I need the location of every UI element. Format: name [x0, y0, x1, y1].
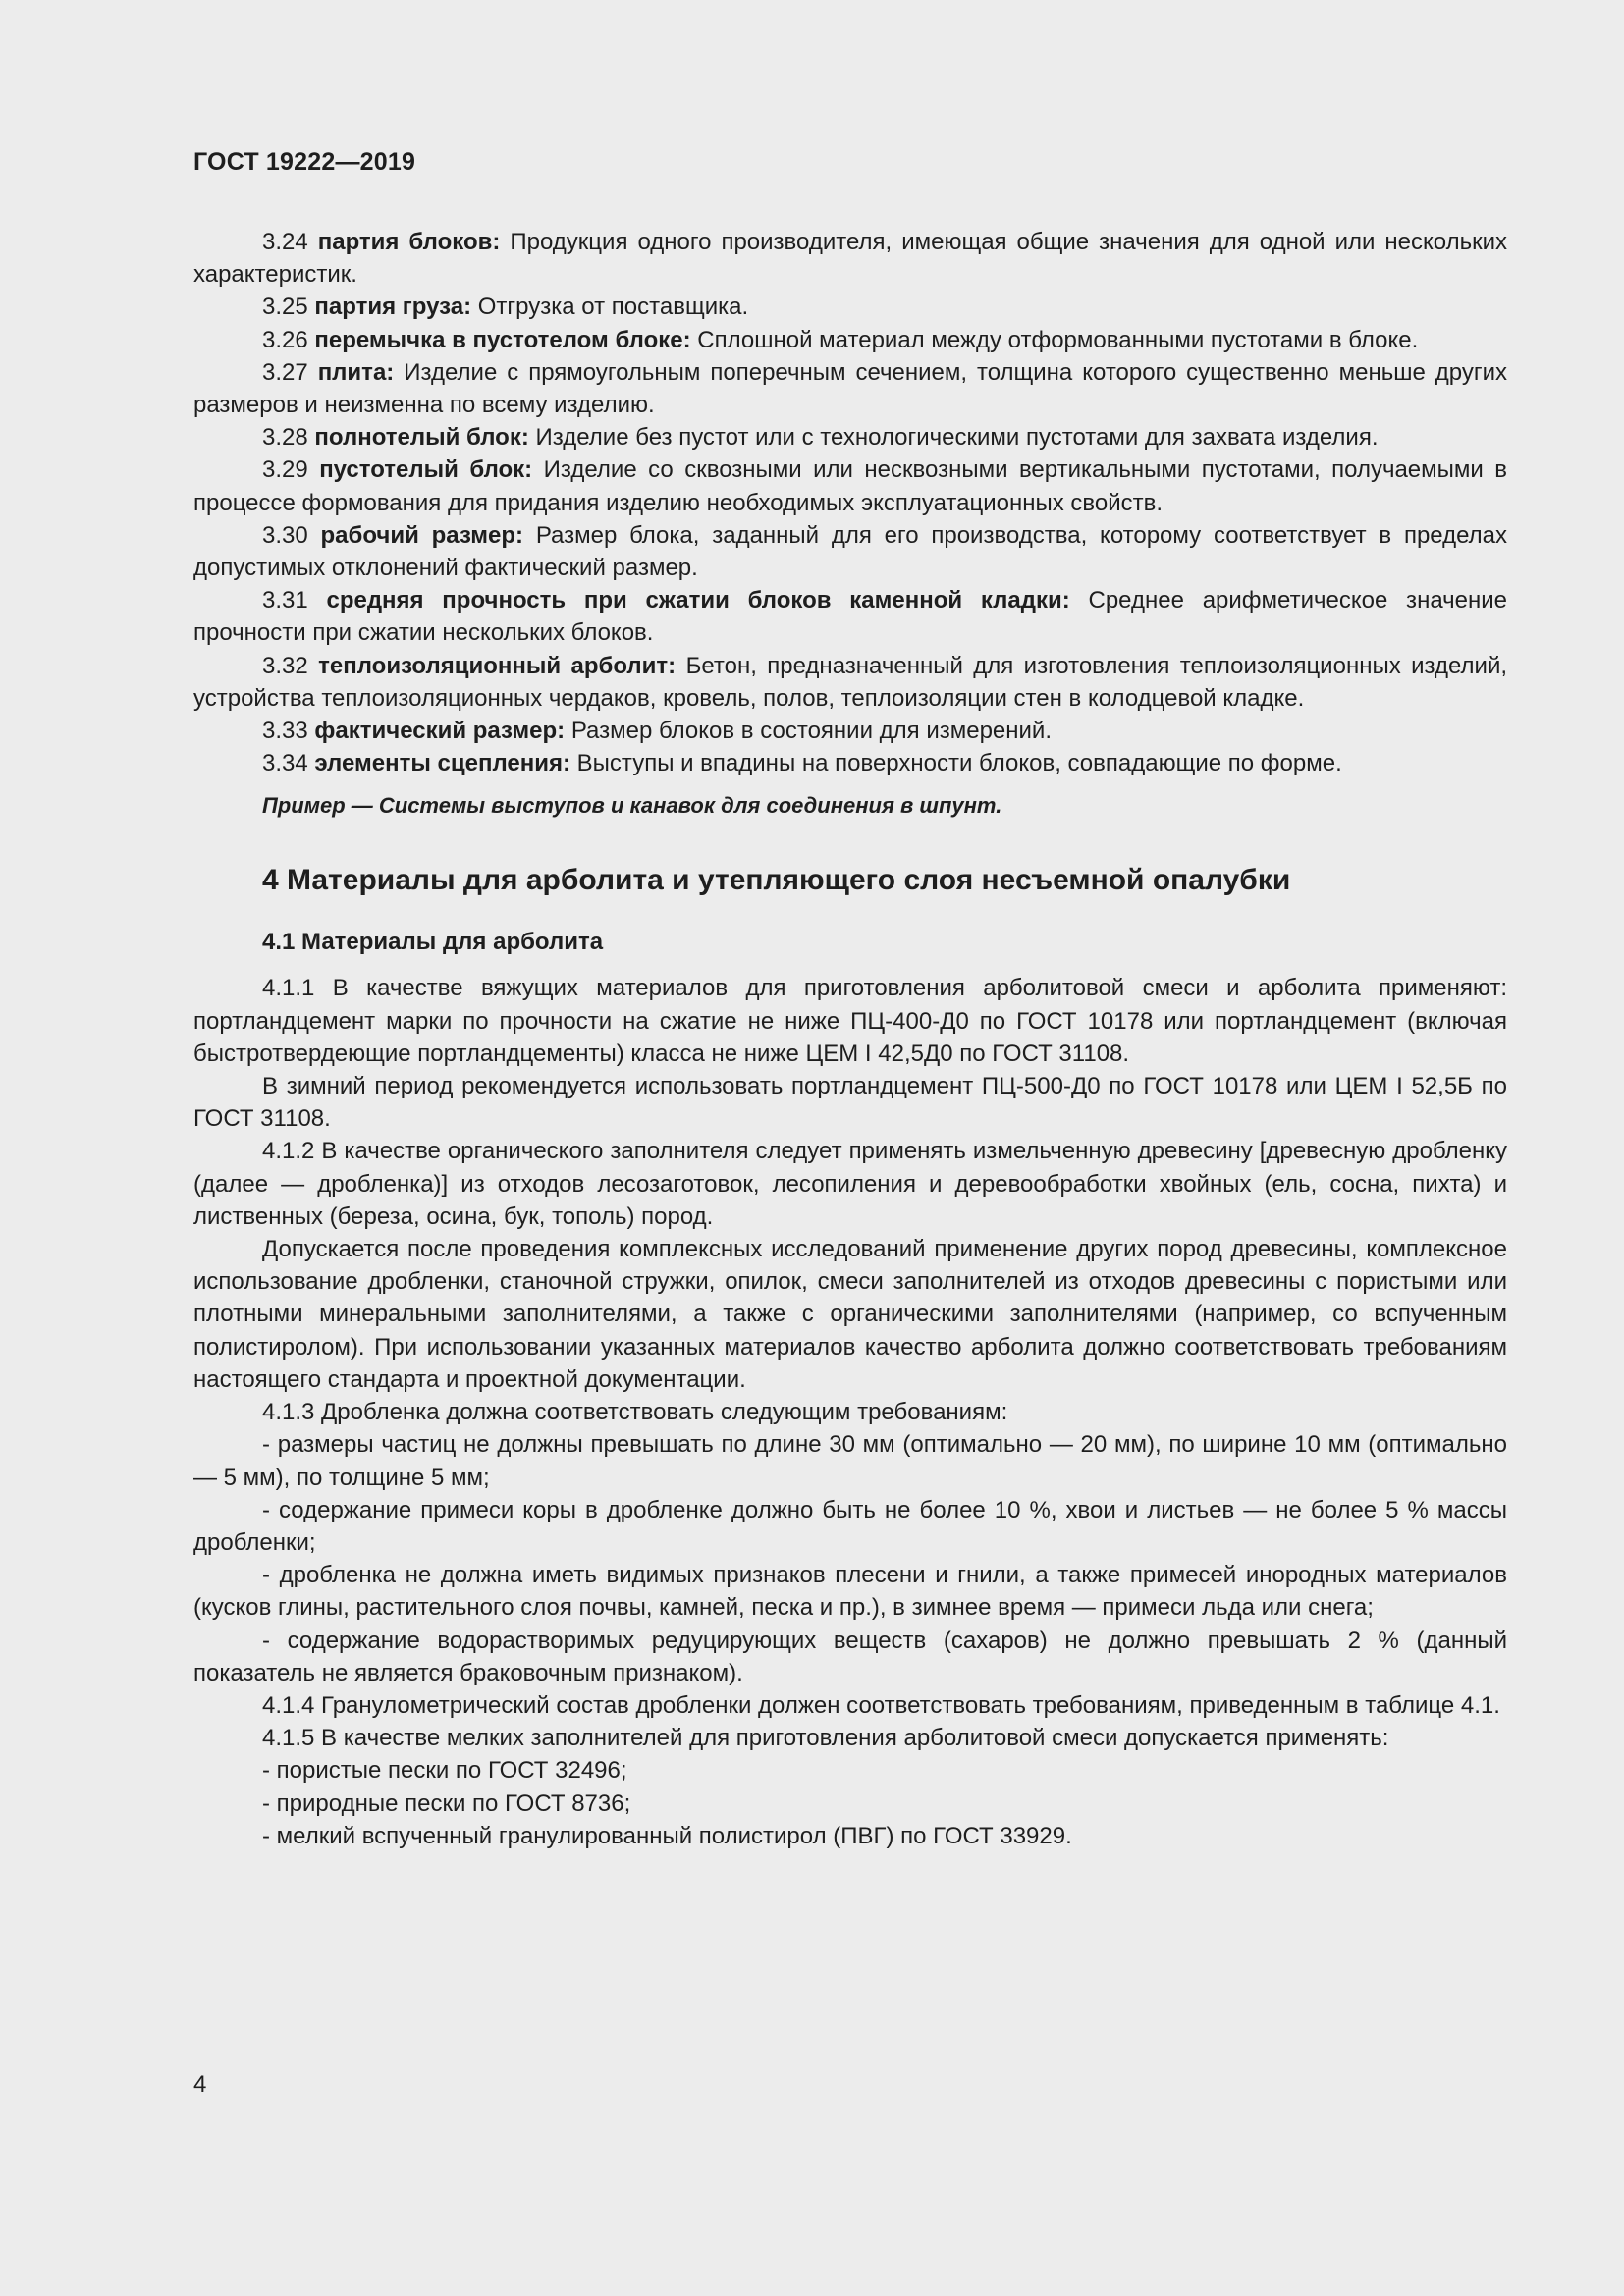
definition-term: средняя прочность при сжатии блоков каменной кладки:	[326, 587, 1070, 614]
definition-text: Бетон, предназначенный для изготовления теплоизоляционных изделий, устройства теплоизоляционных чердаков, кровель, полов, теплоизоляции стен в колодцевой кладке.	[193, 652, 1508, 712]
definition-3-29	[193, 454, 1507, 518]
definition-term: полнотелый блок:	[314, 424, 529, 452]
definition-text: Сплошной материал между отформованными пустотами в блоке.	[697, 326, 1419, 353]
definition-text: Выступы и впадины на поверхности блоков, совпадающие по форме.	[576, 750, 1342, 777]
definition-text: Изделие без пустот или с технологическими пустотами для захвата изделия.	[535, 424, 1379, 452]
definition-3-25	[193, 291, 1507, 323]
definition-term: рабочий размер:	[320, 521, 524, 549]
definition-3-27	[193, 356, 1507, 421]
definition-number: 3.24	[262, 229, 308, 255]
paragraph-4-1-4: 4.1.4 Гранулометрический состав дробленки должен соответствовать требованиям, приведенным в таблице 4.1.	[262, 1691, 1500, 1719]
definition-number: 3.28	[262, 424, 308, 452]
list-item-porous-sands: - пористые пески по ГОСТ 32496;	[262, 1757, 627, 1785]
definition-3-31	[193, 584, 1507, 649]
page-number: 4	[193, 2071, 207, 2098]
definition-number: 3.26	[262, 326, 308, 353]
paragraph-4-1-5: 4.1.5 В качестве мелких заполнителей для приготовления арболитовой смеси допускается применять:	[262, 1725, 1389, 1752]
section-4-heading: 4 Материалы для арболита и утепляющего слоя несъемной опалубки	[262, 864, 1291, 897]
paragraph-4-1-2: 4.1.2 В качестве органического заполнителя следует применять измельченную древесину [древесную дробленку (далее — дробленка)] из отходов лесозаготовок, лесопиления и деревообработки хвойных (ель, сосна, пихта) и лиственных (береза, осина, бук, тополь) пород.	[193, 1138, 1507, 1230]
definition-number: 3.34	[262, 750, 308, 777]
definition-text: Продукция одного производителя, имеющая общие значения для одной или нескольких характеристик.	[193, 229, 1508, 289]
definition-text: Среднее арифметическое значение прочности при сжатии нескольких блоков.	[193, 587, 1507, 647]
paragraph-winter-cement: В зимний период рекомендуется использовать портландцемент ПЦ-500-Д0 по ГОСТ 10178 или ЦЕМ I 52,5Б по ГОСТ 31108.	[193, 1073, 1507, 1133]
definition-3-30	[193, 519, 1507, 584]
definition-text: Размер блоков в состоянии для измерений.	[570, 718, 1053, 745]
paragraph-4-1-1: 4.1.1 В качестве вяжущих материалов для приготовления арболитовой смеси и арболита применяют: портландцемент марки по прочности на сжатие не ниже ПЦ-400-Д0 по ГОСТ 10178 или портландцемент (включая быстротвердеющие портландцементы) класса не ниже ЦЕМ I 42,5Д0 по ГОСТ 31108.	[193, 975, 1507, 1067]
subsection-4-1-heading: 4.1 Материалы для арболита	[262, 929, 604, 956]
definition-text: Изделие со сквозными или несквозными вертикальными пустотами, получаемыми в процессе формования для придания изделию необходимых эксплуатационных свойств.	[193, 456, 1508, 516]
definition-text: Изделие с прямоугольным поперечным сечением, толщина которого существенно меньше других размеров и неизменна по всему изделию.	[193, 358, 1508, 419]
document-header: ГОСТ 19222—2019	[193, 148, 416, 176]
definition-3-34	[193, 747, 1507, 779]
definition-term: теплоизоляционный арболит:	[318, 652, 677, 679]
definition-number: 3.25	[262, 294, 308, 321]
definition-3-26	[193, 324, 1507, 356]
definition-term: перемычка в пустотелом блоке:	[314, 326, 691, 353]
definition-term: плита:	[317, 358, 395, 386]
definition-text: Размер блока, заданный для его производства, которому соответствует в пределах допустимых отклонений фактический размер.	[193, 521, 1508, 582]
paragraph-other-woods: Допускается после проведения комплексных исследований применение других пород древесины, комплексное использование дробленки, станочной стружки, опилок, смеси заполнителей из отходов древесины с пористыми или плотными минеральными заполнителями, а также с органическими заполнителями (например, со вспученным полистиролом). При использовании указанных материалов качество арболита должно соответствовать требованиям настоящего стандарта и проектной документации.	[193, 1236, 1507, 1393]
definition-term: партия блоков:	[317, 229, 501, 255]
definition-term: элементы сцепления:	[314, 750, 570, 777]
example-note: Пример — Системы выступов и канавок для соединения в шпунт.	[262, 793, 1002, 819]
definition-number: 3.29	[262, 456, 308, 484]
definition-term: фактический размер:	[314, 718, 566, 745]
definition-text: Отгрузка от поставщика.	[477, 294, 749, 321]
definition-term: партия груза:	[314, 294, 472, 321]
list-item-natural-sands: - природные пески по ГОСТ 8736;	[262, 1789, 631, 1817]
list-item-particle-size: - размеры частиц не должны превышать по длине 30 мм (оптимально — 20 мм), по ширине 10 мм (оптимально — 5 мм), по толщине 5 мм;	[193, 1431, 1507, 1491]
list-item-polystyrene: - мелкий вспученный гранулированный полистирол (ПВГ) по ГОСТ 33929.	[262, 1822, 1072, 1849]
definition-number: 3.30	[262, 521, 308, 549]
definition-3-33	[193, 715, 1507, 747]
definition-3-32	[193, 650, 1507, 715]
definition-number: 3.31	[262, 587, 308, 614]
page-content	[193, 226, 1507, 1852]
list-item-sugars: - содержание водорастворимых редуцирующих веществ (сахаров) не должно превышать 2 % (данный показатель не является браковочным признаком).	[193, 1627, 1507, 1686]
list-item-bark-content: - содержание примеси коры в дробленке должно быть не более 10 %, хвои и листьев — не более 5 % массы дробленки;	[193, 1496, 1507, 1556]
list-item-no-mold: - дробленка не должна иметь видимых признаков плесени и гнили, а также примесей инородных материалов (кусков глины, растительного слоя почвы, камней, песка и пр.), в зимнее время — примеси льда или снега;	[193, 1562, 1507, 1622]
paragraph-4-1-3: 4.1.3 Дробленка должна соответствовать следующим требованиям:	[262, 1399, 1008, 1426]
definition-number: 3.32	[262, 652, 308, 679]
definition-3-24	[193, 226, 1507, 291]
definition-number: 3.33	[262, 718, 308, 745]
definition-number: 3.27	[262, 358, 308, 386]
definition-3-28	[193, 421, 1507, 454]
definition-term: пустотелый блок:	[319, 456, 533, 484]
